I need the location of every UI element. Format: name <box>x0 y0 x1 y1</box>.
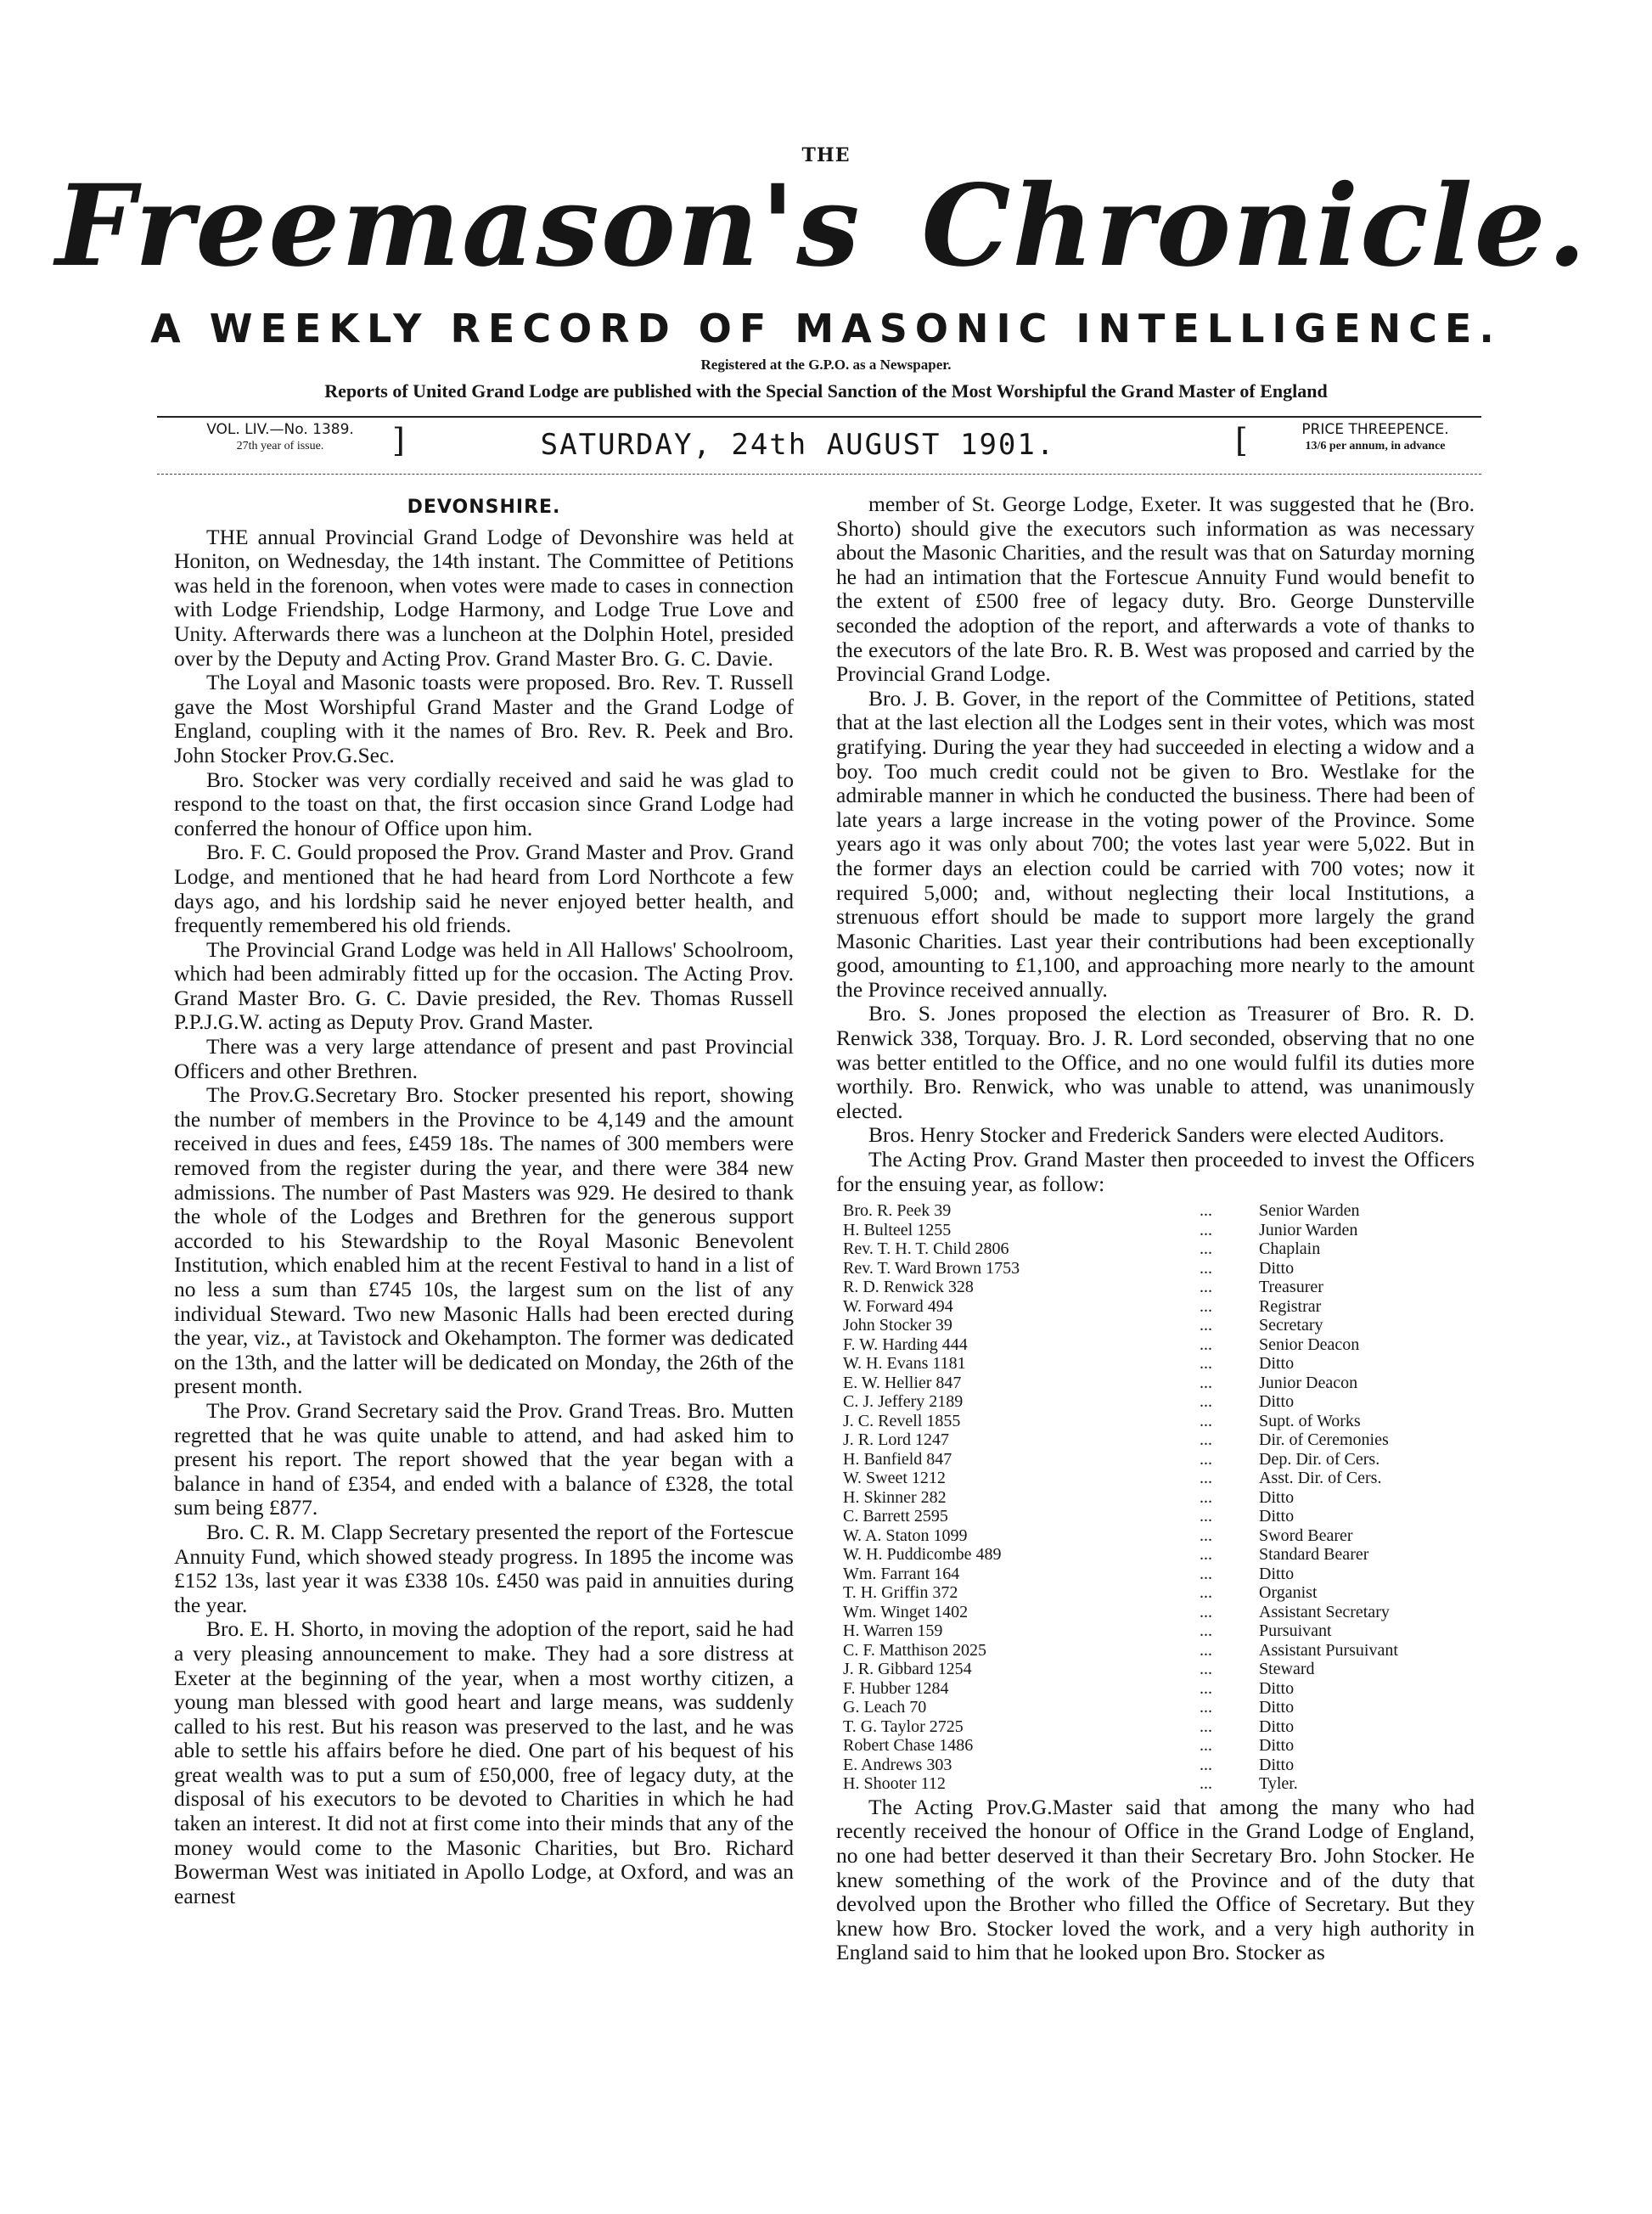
officer-office: Ditto <box>1259 1564 1295 1583</box>
officer-list <box>843 1201 1454 1794</box>
officer-office: Treasurer <box>1259 1278 1323 1297</box>
left-paragraphs <box>174 525 794 1909</box>
officer-row <box>843 1545 1454 1565</box>
officer-leader-dots: ... <box>1200 1469 1212 1488</box>
masthead <box>42 155 1610 299</box>
officer-leader-dots: ... <box>1200 1239 1212 1259</box>
bracket-right: [ <box>1235 422 1248 459</box>
masthead-title-left: Freemason's <box>55 160 862 292</box>
header-rule-bottom <box>157 474 1481 475</box>
officer-row <box>843 1354 1454 1374</box>
officer-leader-dots: ... <box>1200 1487 1212 1507</box>
officer-row <box>843 1736 1454 1756</box>
officer-row <box>843 1316 1454 1335</box>
officer-office: Ditto <box>1259 1678 1295 1698</box>
article-paragraph-right-1: member of St. George Lodge, Exeter. It was suggested that he (Bro. Shorto) should give the executors such information as was necessary about the Masonic Charities, and the result was that on Saturday morning he had an intimation that the Fortescue Annuity Fund would benefit to the extent of £500 free of legacy duty. Bro. George Dunsterville seconded the adoption of the report, and afterwards a vote of thanks to the executors of the late Bro. R. B. West was proposed and carried by the Provincial Grand Lodge. <box>836 492 1475 687</box>
officer-leader-dots: ... <box>1200 1545 1212 1565</box>
article-paragraph-left-8: The Prov. Grand Secretary said the Prov. Grand Treas. Bro. Mutten regretted that he was quite unable to attend, and had asked him to present his report. The report showed that the year began with a balance in hand of £354, and ended with a balance of £328, the total sum being £877. <box>174 1397 794 1520</box>
officer-name: H. Warren 159 <box>843 1621 943 1641</box>
officer-name: H. Shooter 112 <box>843 1774 946 1794</box>
issue-price: PRICE THREEPENCE. <box>1301 421 1449 438</box>
article-paragraph-left-4: Bro. F. C. Gould proposed the Prov. Grand Master and Prov. Grand Lodge, and mentioned that he had heard from Lord Northcote a few days ago, and his lordship said he never enjoyed better health, and frequently remembered his old friends. <box>174 840 794 938</box>
officer-leader-dots: ... <box>1200 1335 1212 1354</box>
officer-row <box>843 1488 1454 1508</box>
officer-office: Standard Bearer <box>1259 1545 1369 1565</box>
officer-office: Ditto <box>1259 1507 1295 1526</box>
officer-name: H. Skinner 282 <box>843 1487 947 1507</box>
officer-leader-dots: ... <box>1200 1755 1212 1774</box>
officer-name: F. W. Harding 444 <box>843 1335 968 1354</box>
article-paragraph-left-3: Bro. Stocker was very cordially received and said he was glad to respond to the toast on that, the first occasion since Grand Lodge had conferred the honour of Office upon him. <box>174 767 794 840</box>
officer-leader-dots: ... <box>1200 1602 1212 1621</box>
officer-name: W. H. Puddicombe 489 <box>843 1545 1002 1565</box>
officer-leader-dots: ... <box>1200 1354 1212 1374</box>
article-paragraph-right-5: The Acting Prov. Grand Master then proceeded to invest the Officers for the ensuing year, as follow: <box>836 1147 1475 1196</box>
article-paragraph-right-4: Bros. Henry Stocker and Frederick Sanders were elected Auditors. <box>868 1122 1445 1148</box>
officer-name: C. J. Jeffery 2189 <box>843 1392 964 1412</box>
masthead-the: THE <box>801 144 851 166</box>
officer-leader-dots: ... <box>1200 1678 1212 1698</box>
officer-name: E. W. Hellier 847 <box>843 1373 962 1392</box>
officer-leader-dots: ... <box>1200 1717 1212 1736</box>
officer-row <box>843 1297 1454 1317</box>
issue-price-block <box>1252 421 1498 455</box>
officer-office: Dir. of Ceremonies <box>1259 1430 1389 1450</box>
officer-name: T. G. Taylor 2725 <box>843 1717 964 1736</box>
bracket-left: ] <box>392 422 405 459</box>
officer-name: C. F. Matthison 2025 <box>843 1640 986 1660</box>
officer-leader-dots: ... <box>1200 1296 1212 1316</box>
officer-leader-dots: ... <box>1200 1220 1212 1239</box>
officer-leader-dots: ... <box>1200 1258 1212 1278</box>
officer-name: W. Sweet 1212 <box>843 1469 946 1488</box>
officer-name: F. Hubber 1284 <box>843 1678 949 1698</box>
officer-row <box>843 1717 1454 1737</box>
officer-leader-dots: ... <box>1200 1392 1212 1412</box>
officer-leader-dots: ... <box>1200 1660 1212 1679</box>
officer-row <box>843 1660 1454 1679</box>
officer-name: John Stocker 39 <box>843 1316 952 1335</box>
officer-name: Bro. R. Peek 39 <box>843 1201 952 1221</box>
officer-row <box>843 1583 1454 1603</box>
officer-office: Ditto <box>1259 1717 1295 1736</box>
officer-office: Ditto <box>1259 1698 1295 1717</box>
officer-office: Pursuivant <box>1259 1621 1332 1641</box>
officer-row <box>843 1603 1454 1622</box>
officer-row <box>843 1565 1454 1584</box>
officer-name: H. Banfield 847 <box>843 1449 952 1469</box>
officer-row <box>843 1698 1454 1717</box>
officer-name: T. H. Griffin 372 <box>843 1583 958 1603</box>
officer-name: W. Forward 494 <box>843 1296 953 1316</box>
article-paragraph-left-5: The Provincial Grand Lodge was held in All Hallows' Schoolroom, which had been admirably fitted up for the occasion. The Acting Prov. Grand Master Bro. G. C. Davie presided, the Rev. Thomas Russell P.P.J.G.W. acting as Deputy Prov. Grand Master. <box>174 936 794 1035</box>
article-paragraph-right-2: Bro. J. B. Gover, in the report of the Committee of Petitions, stated that at the last election all the Lodges sent in their votes, which was most gratifying. During the year they had succeeded in electing a widow and a boy. Too much credit could not be given to Bro. Westlake for the admirable manner in which he conducted the business. There had been of late years a large increase in the voting power of the Province. Some years ago it was only about 700; the votes last year were 5,022. But in the former days an election could be carried with 700 votes; now it required 5,000; and, without neglecting their local Institutions, a strenuous effort should be made to support more largely the grand Masonic Charities. Last year their contributions had been exceptionally good, amounting to £1,100, and approaching more nearly to the amount the Province received annually. <box>836 685 1475 1002</box>
officer-row <box>843 1526 1454 1546</box>
officer-office: Organist <box>1259 1583 1318 1603</box>
officer-row <box>843 1201 1454 1221</box>
article-column-left <box>174 492 794 1908</box>
masthead-title-right: Chronicle. <box>921 160 1588 292</box>
officer-name: W. A. Staton 1099 <box>843 1526 968 1545</box>
officer-name: Rev. T. H. T. Child 2806 <box>843 1239 1009 1259</box>
article-heading: DEVONSHIRE. <box>407 497 561 518</box>
article-paragraph-left-10: Bro. E. H. Shorto, in moving the adoption of the report, said he had a very pleasing announcement to make. They had a sore distress at Exeter at the beginning of the year, when a most worthy citizen, a young man blessed with good heart and large means, was suddenly called to his rest. But his reason was preserved to the last, and he was able to settle his affairs before he died. One part of his bequest of his great wealth was to put a sum of £50,000, free of legacy duty, at the disposal of his executors to be devoted to Charities in which he had taken an interest. It did not at first come into their minds that any of the money would come to the Masonic Charities, but Bro. Richard Bowerman West was initiated in Apollo Lodge, at Oxford, and was an earnest <box>174 1616 794 1908</box>
officer-row <box>843 1278 1454 1297</box>
officer-name: R. D. Renwick 328 <box>843 1278 974 1297</box>
masthead-subtitle: A WEEKLY RECORD OF MASONIC INTELLIGENCE. <box>150 306 1502 351</box>
officer-office: Steward <box>1259 1660 1315 1679</box>
officer-leader-dots: ... <box>1200 1201 1212 1221</box>
officer-office: Ditto <box>1259 1487 1295 1507</box>
officer-row <box>843 1374 1454 1393</box>
officer-leader-dots: ... <box>1200 1774 1212 1794</box>
article-paragraph-left-1: THE annual Provincial Grand Lodge of Devonshire was held at Honiton, on Wednesday, the 14th instant. The Committee of Petitions was held in the forenoon, when votes were made to cases in connection with Lodge Friendship, Lodge Harmony, and Lodge True Love and Unity. Afterwards there was a luncheon at the Dolphin Hotel, presided over by the Deputy and Acting Prov. Grand Master Bro. G. C. Davie. <box>174 524 794 671</box>
officer-office: Supt. of Works <box>1259 1411 1361 1430</box>
officer-name: Wm. Farrant 164 <box>843 1564 960 1583</box>
officer-name: J. C. Revell 1855 <box>843 1411 961 1430</box>
officer-row <box>843 1469 1454 1488</box>
article-paragraph-right-3: Bro. S. Jones proposed the election as Treasurer of Bro. R. D. Renwick 338, Torquay. Bro. J. R. Lord seconded, observing that no one was better entitled to the Office, and no one would fulfil its duties more worthily. Bro. Renwick, who was unable to attend, was unanimously elected. <box>836 1001 1475 1123</box>
officer-row <box>843 1221 1454 1240</box>
officer-leader-dots: ... <box>1200 1430 1212 1450</box>
officer-office: Senior Warden <box>1259 1201 1360 1221</box>
officer-office: Ditto <box>1259 1755 1295 1774</box>
reports-note: Reports of United Grand Lodge are published with the Special Sanction of the Most Worshipful the Grand Master of England <box>324 380 1328 402</box>
issue-date: SATURDAY, 24th AUGUST 1901. <box>540 428 1056 462</box>
officer-leader-dots: ... <box>1200 1640 1212 1660</box>
officer-office: Junior Deacon <box>1259 1373 1358 1392</box>
officer-name: H. Bulteel 1255 <box>843 1220 952 1239</box>
officer-office: Ditto <box>1259 1354 1295 1374</box>
officer-name: E. Andrews 303 <box>843 1755 952 1774</box>
officer-office: Ditto <box>1259 1736 1295 1756</box>
officer-row <box>843 1774 1454 1794</box>
issue-year: 27th year of issue. <box>236 440 324 452</box>
officer-leader-dots: ... <box>1200 1507 1212 1526</box>
officer-leader-dots: ... <box>1200 1736 1212 1756</box>
officer-row <box>843 1430 1454 1450</box>
officer-office: Secretary <box>1259 1316 1323 1335</box>
officer-name: Rev. T. Ward Brown 1753 <box>843 1258 1020 1278</box>
officer-row <box>843 1259 1454 1278</box>
article-paragraph-left-9: Bro. C. R. M. Clapp Secretary presented the report of the Fortescue Annuity Fund, which showed steady progress. In 1895 the income was £152 13s, last year it was £338 10s. £450 was paid in annuities during the year. <box>174 1519 794 1617</box>
right-paragraphs <box>836 492 1475 1196</box>
officer-office: Sword Bearer <box>1259 1526 1353 1545</box>
article-paragraph-left-6: There was a very large attendance of present and past Provincial Officers and other Brethren. <box>174 1034 794 1083</box>
issue-volume-block <box>170 421 391 455</box>
officer-name: W. H. Evans 1181 <box>843 1354 966 1374</box>
officer-row <box>843 1507 1454 1526</box>
officer-leader-dots: ... <box>1200 1411 1212 1430</box>
officer-office: Junior Warden <box>1259 1220 1358 1239</box>
article-column-right <box>836 492 1475 1965</box>
issue-subscription: 13/6 per annum, in advance <box>1305 440 1446 452</box>
article-paragraph-left-2: The Loyal and Masonic toasts were proposed. Bro. Rev. T. Russell gave the Most Worshipful Grand Master and the Grand Lodge of England, coupling with it the names of Bro. Rev. R. Peek and Bro. John Stocker Prov.G.Sec. <box>174 670 794 767</box>
officer-row <box>843 1392 1454 1412</box>
officer-name: G. Leach 70 <box>843 1698 927 1717</box>
officer-row <box>843 1335 1454 1355</box>
officer-name: Robert Chase 1486 <box>843 1736 974 1756</box>
officer-office: Senior Deacon <box>1259 1335 1360 1354</box>
issue-volume: VOL. LIV.—No. 1389. <box>206 421 354 438</box>
officer-leader-dots: ... <box>1200 1278 1212 1297</box>
officer-name: J. R. Lord 1247 <box>843 1430 949 1450</box>
officer-leader-dots: ... <box>1200 1583 1212 1603</box>
registered-note: Registered at the G.P.O. as a Newspaper. <box>700 357 952 373</box>
officer-office: Tyler. <box>1259 1774 1298 1794</box>
header-rule-top <box>157 416 1481 418</box>
article-paragraph-left-7: The Prov.G.Secretary Bro. Stocker presented his report, showing the number of members in the Province to be 4,149 and the amount received in dues and fees, £459 18s. The names of 300 members were removed from the register during the year, and there were 384 new admissions. The number of Past Masters was 929. He desired to thank the whole of the Lodges and Brethren for the generous support accorded to his Stewardship to the Royal Masonic Benevolent Institution, which enabled him at the recent Festival to hand in a list of no less a sum than £745 10s, the largest sum on the list of any individual Steward. Two new Masonic Halls had been erected during the year, viz., at Tavistock and Okehampton. The former was dedicated on the 13th, and the latter will be dedicated on Monday, the 26th of the present month. <box>174 1082 794 1399</box>
officer-office: Registrar <box>1259 1296 1322 1316</box>
officer-row <box>843 1756 1454 1775</box>
officer-name: J. R. Gibbard 1254 <box>843 1660 972 1679</box>
officer-office: Ditto <box>1259 1258 1295 1278</box>
officer-row <box>843 1641 1454 1660</box>
officer-leader-dots: ... <box>1200 1526 1212 1545</box>
officer-name: Wm. Winget 1402 <box>843 1602 969 1621</box>
officer-leader-dots: ... <box>1200 1698 1212 1717</box>
officer-office: Asst. Dir. of Cers. <box>1259 1469 1382 1488</box>
officer-row <box>843 1412 1454 1431</box>
officer-office: Chaplain <box>1259 1239 1321 1259</box>
officer-office: Dep. Dir. of Cers. <box>1259 1449 1380 1469</box>
officer-row <box>843 1450 1454 1469</box>
officer-leader-dots: ... <box>1200 1564 1212 1583</box>
officer-row <box>843 1679 1454 1699</box>
officer-row <box>843 1621 1454 1641</box>
officer-leader-dots: ... <box>1200 1373 1212 1392</box>
officer-row <box>843 1239 1454 1259</box>
officer-name: C. Barrett 2595 <box>843 1507 948 1526</box>
officer-office: Ditto <box>1259 1392 1295 1412</box>
officer-office: Assistant Secretary <box>1259 1602 1390 1621</box>
article-paragraph-closing: The Acting Prov.G.Master said that among the many who had recently received the honour of Office in the Grand Lodge of England, no one had better deserved it than their Secretary Bro. John Stocker. He knew something of the work of the Province and of the duty that devolved upon the Brother who filled the Office of Secretary. But they knew how Bro. Stocker loved the work, and a very high authority in England said to him that he looked upon Bro. Stocker as <box>836 1794 1475 1965</box>
officer-leader-dots: ... <box>1200 1621 1212 1641</box>
officer-leader-dots: ... <box>1200 1449 1212 1469</box>
officer-office: Assistant Pursuivant <box>1259 1640 1398 1660</box>
officer-leader-dots: ... <box>1200 1316 1212 1335</box>
